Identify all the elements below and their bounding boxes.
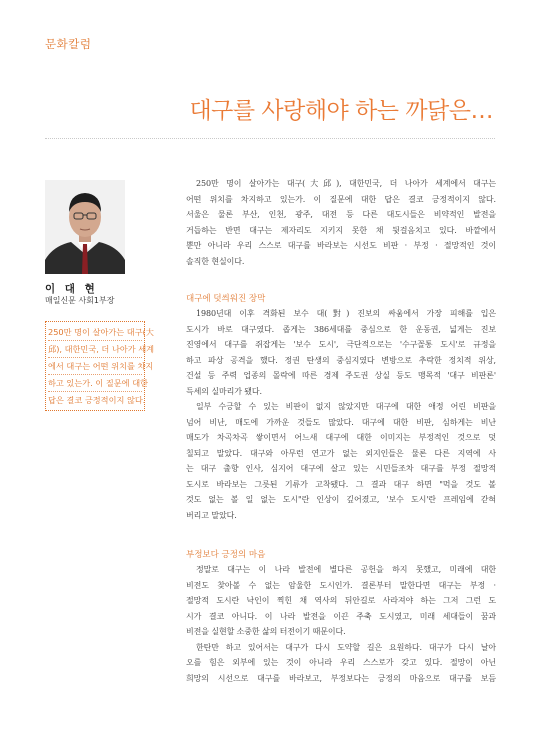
section-1-body bbox=[186, 306, 496, 523]
text-line: 250만 명이 살아가는 대구(大邱), 대한민국, 더 나아가 세계에서 대구는 bbox=[196, 179, 496, 188]
author-photo bbox=[45, 180, 125, 274]
text-line: 일부 수긍할 수 있는 비판이 없지 않았지만 대구에 대한 애정 어린 비판을 bbox=[196, 402, 496, 411]
text-line: 어떤 위치를 차지하고 있는가. 이 질문에 대한 답은 결코 긍정적이지 않다. bbox=[186, 194, 496, 204]
text-line: 정말로 대구는 이 나라 발전에 별다른 공헌을 하지 못했고, 미래에 대한 bbox=[196, 565, 496, 574]
pull-quote-line: 邱), 대한민국, 더 나아가 세계 bbox=[48, 341, 142, 358]
text-line: 건설 등 주력 업종의 몰락에 따른 경제 주도권 상실 등도 맹목적 '대구 비판론' bbox=[186, 371, 496, 380]
text-line: 한탄만 하고 있어서는 대구가 다시 도약할 길은 요원하다. 대구가 다시 날아 bbox=[196, 642, 496, 652]
pull-quote-line: 답은 결코 긍정적이지 않다. bbox=[48, 395, 146, 405]
text-line: 것도 없는 볼 일 없는 도시"란 인상이 깊어졌고, '보수 도시'란 프레임에 갇혀 bbox=[186, 495, 496, 504]
text-line: 비전을 실현할 소중한 삶의 터전이기 때문이다. bbox=[186, 627, 346, 636]
section-heading: 부정보다 긍정의 마음 bbox=[186, 550, 266, 560]
section-label: 문화칼럼 bbox=[45, 37, 92, 51]
text-line: 절망적 도시란 낙인이 찍힌 채 역사의 뒤안길로 사라져야 하는 그저 그런 도 bbox=[186, 596, 496, 605]
pull-quote bbox=[45, 321, 155, 411]
section-heading: 대구에 덧씌워진 장막 bbox=[186, 294, 266, 304]
text-line: 버리고 말았다. bbox=[186, 510, 237, 520]
text-line: 득세의 실마리가 됐다. bbox=[186, 386, 262, 396]
text-line: 뿐만 아니라 우리 스스로 대구를 바라보는 시선도 비판 · 부정 · 절망적인 것이 bbox=[186, 241, 496, 250]
author-title: 매일신문 사회1부장 bbox=[45, 296, 115, 305]
pull-quote-line: 하고 있는가. 이 질문에 대한 bbox=[48, 375, 142, 392]
text-line: 도시가 바로 대구였다. 좁게는 386세대를 중심으로 한 운동권, 넓게는 진보 bbox=[186, 324, 496, 334]
text-line: 진영에서 대구를 쥐잡게는 '보수 도시', 극단적으로는 '수구꼴통 도시'로 규정을 bbox=[186, 340, 496, 349]
text-line: 거듭하는 반면 대구는 제자리도 지키지 못한 채 뒷걸음치고 있다. 바깥에서 bbox=[186, 225, 496, 235]
headline-divider bbox=[45, 138, 495, 139]
author-name: 이 대 현 bbox=[45, 283, 98, 295]
text-line: 서울은 물론 부산, 인천, 광주, 대전 등 다른 대도시들은 비약적인 발전을 bbox=[186, 210, 496, 219]
text-line: 매도가 차곡차곡 쌓이면서 어느새 대구에 대한 이미지는 부정적인 것으로 덧 bbox=[186, 433, 496, 442]
text-line: 비전도 찾아볼 수 없는 암울한 도시인가. 결론부터 말한다면 대구는 부정 · bbox=[186, 580, 496, 590]
text-line: 는 대구 출향 인사, 심지어 대구에 살고 있는 시민들조차 대구를 부정 절망적 bbox=[186, 464, 496, 473]
text-line: 하고 파상 공격을 했다. 정권 탄생의 중심지였다 변방으로 추락한 정치적 위상, bbox=[186, 355, 496, 365]
text-line: 솔직한 현실이다. bbox=[186, 256, 245, 266]
text-line: 1980년대 이후 격화된 보수 대(對) 진보의 싸움에서 가장 피해를 입은 bbox=[196, 309, 496, 318]
text-line: 도시로 바라보는 그릇된 기류가 고착됐다. 그 결과 대구 하면 "먹을 것도 볼 bbox=[186, 479, 496, 489]
pull-quote-line: 에서 대구는 어떤 위치를 차지 bbox=[48, 358, 142, 375]
text-line: 칠되고 말았다. 대구와 아무런 연고가 없는 외지인들은 물론 다른 지역에 사 bbox=[186, 448, 496, 458]
author-portrait-image bbox=[45, 180, 125, 274]
section-2-body bbox=[186, 562, 496, 686]
text-line: 희망의 시선으로 대구를 바라보고, 부정보다는 긍정의 마음으로 대구를 보듬 bbox=[186, 673, 496, 683]
text-line: 오를 힘은 외부에 있는 것이 아니라 우리 스스로가 갖고 있다. 절망이 아닌 bbox=[186, 658, 496, 667]
intro-paragraph bbox=[186, 176, 496, 269]
pull-quote-line: 250만 명이 살아가는 대구(大 bbox=[48, 324, 142, 341]
text-line: 넘어 비난, 매도에 가까운 것들도 많았다. 대구에 대한 비판, 심하게는 비난 bbox=[186, 417, 496, 427]
text-line: 시가 결코 아니다. 이 나라 발전을 이끈 주축 도시였고, 미래 세대들이 꿈과 bbox=[186, 611, 496, 621]
article-headline: 대구를 사랑해야 하는 까닭은… bbox=[189, 98, 493, 124]
